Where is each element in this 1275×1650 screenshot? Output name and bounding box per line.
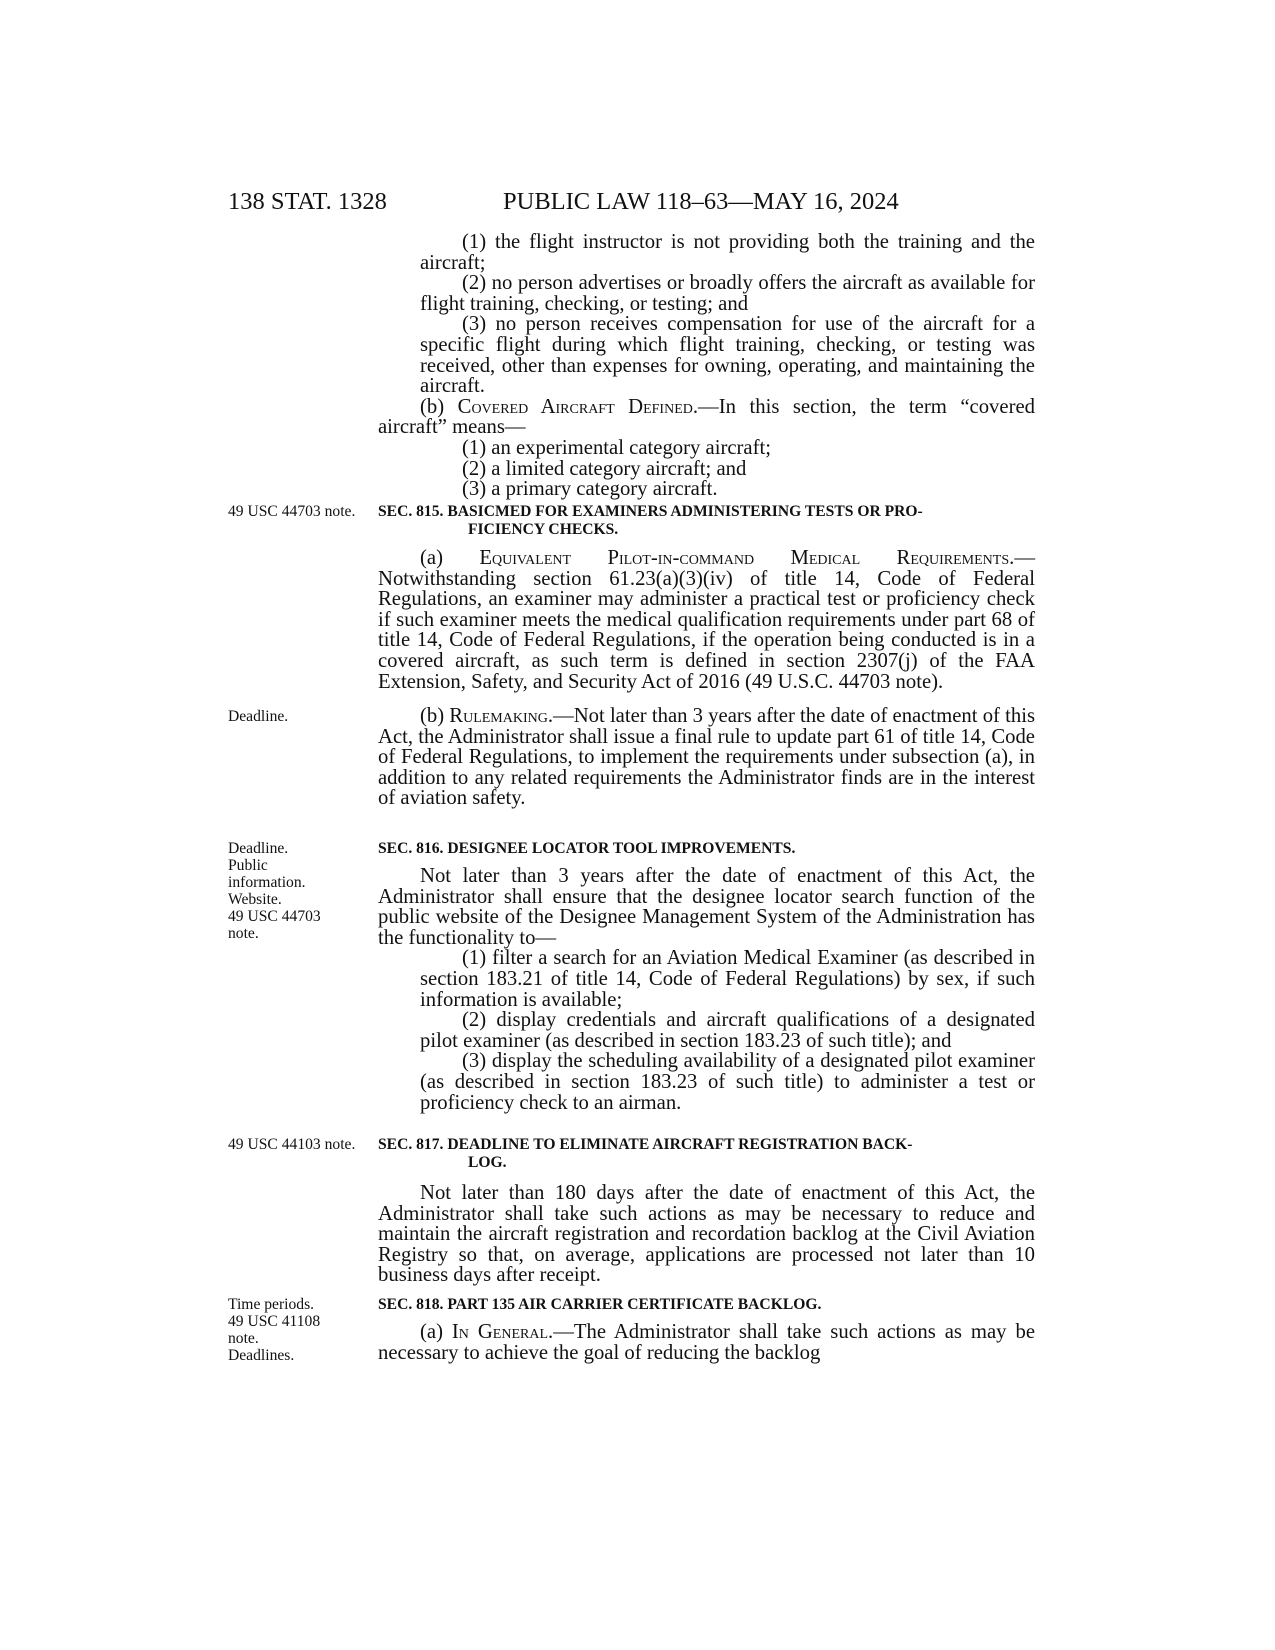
section-818-heading: SEC. 818. PART 135 AIR CARRIER CERTIFICATE BACKLOG. (378, 1296, 822, 1313)
page-stat-number: 138 STAT. 1328 (228, 188, 387, 215)
subsection-heading: Covered Aircraft Defined (457, 395, 693, 418)
subsection-heading: Rulemaking (449, 705, 548, 727)
section-815-subsection-b: (b) Rulemaking.—Not later than 3 years after the date of enactment of this Act, the Administrator shall issue a final rule to update part 61 of title 14, Code of Federal Regulations, to implement the requirements under subsection (a), in addition to any related requirements the Administrator finds are in the interest of aviation safety. (378, 705, 1035, 810)
paragraph-item-1: (1) the flight instructor is not providing both the training and the aircraft; (420, 231, 1035, 274)
section-815-subsection-a: (a) Equivalent Pilot-in-command Medical Requirements.— Notwithstanding section 61.23(a)(3)(iv) of title 14, Code of Federal Regulations, an examiner may administer a practical test or proficiency check if such examiner meets the medical qualification requirements under part 68 of title 14, Code of Federal Regulations, if the operation being conducted is in a covered aircraft, as such term is defined in section 2307(j) of the FAA Extension, Safety, and Security Act of 2016 (49 U.S.C. 44703 note). (378, 547, 1035, 693)
margin-note-815: 49 USC 44703 note. (228, 503, 356, 520)
list-item: (1) an experimental category aircraft; (462, 436, 771, 459)
section-815-heading: SEC. 815. BASICMED FOR EXAMINERS ADMINISTERING TESTS OR PRO- FICIENCY CHECKS. (378, 503, 923, 538)
margin-note-816: Deadline. Public information. Website. 49 USC 44703 note. (228, 840, 321, 942)
paragraph-item-3: (3) display the scheduling availability of a designated pilot examiner (as described in section 183.23 of such title) to administer a test or proficiency check to an airman. (420, 1050, 1035, 1114)
paragraph-item-3: (3) no person receives compensation for use of the aircraft for a specific flight during which flight training, checking, or testing was received, other than expenses for owning, operating, and maintaining the aircraft. (420, 313, 1035, 398)
margin-note-818: Time periods. 49 USC 41108 note. Deadlines. (228, 1296, 321, 1364)
section-814-continuation (378, 232, 1035, 500)
subsection-heading: In General (451, 1321, 549, 1343)
margin-note-817: 49 USC 44103 note. (228, 1136, 356, 1153)
section-816-body: Not later than 3 years after the date of enactment of this Act, the Administrator shall ensure that the designee locator search function of the public website of the Designee Management System of the Administration has the functionality to— (1) filter a search for an Aviation Medical Examiner (as described in section 183.21 of title 14, Code of Federal Regulations) by sex, if such information is available; (2) display credentials and aircraft qualifications of a designated pilot examiner (as described in section 183.23 of such title); and (3) display the scheduling availability of a designated pilot examiner (as described in section 183.23 of such title) to administer a test or proficiency check to an airman. (378, 865, 1035, 1114)
section-817-body: Not later than 180 days after the date of enactment of this Act, the Administrator shall take such actions as may be necessary to reduce and maintain the aircraft registration and recordation backlog at the Civil Aviation Registry so that, on average, applications are processed not later than 10 business days after receipt. (378, 1182, 1035, 1287)
subsection-heading: Equivalent Pilot-in-command Medical Requirements (479, 547, 1010, 569)
section-817-heading: SEC. 817. DEADLINE TO ELIMINATE AIRCRAFT REGISTRATION BACK- LOG. (378, 1136, 913, 1171)
paragraph-item-2: (2) no person advertises or broadly offers the aircraft as available for flight training, checking, or testing; and (420, 272, 1035, 315)
margin-note-deadline: Deadline. (228, 708, 289, 725)
list-item: (2) a limited category aircraft; and (462, 457, 747, 480)
list-item: (3) a primary category aircraft. (462, 478, 718, 501)
paragraph-item-1: (1) filter a search for an Aviation Medical Examiner (as described in section 183.21 of title 14, Code of Federal Regulations) by sex, if such information is available; (420, 947, 1035, 1011)
section-818-subsection-a: (a) In General.—The Administrator shall take such actions as may be necessary to achieve the goal of reducing the backlog (378, 1321, 1035, 1364)
page-law-title: PUBLIC LAW 118–63—MAY 16, 2024 (503, 188, 899, 215)
paragraph-item-2: (2) display credentials and aircraft qualifications of a designated pilot examiner (as described in section 183.23 of such title); and (420, 1009, 1035, 1052)
section-816-heading: SEC. 816. DESIGNEE LOCATOR TOOL IMPROVEMENTS. (378, 840, 796, 857)
subsection-b: (b) Covered Aircraft Defined.—In this section, the term “covered aircraft” means— (378, 395, 1035, 439)
